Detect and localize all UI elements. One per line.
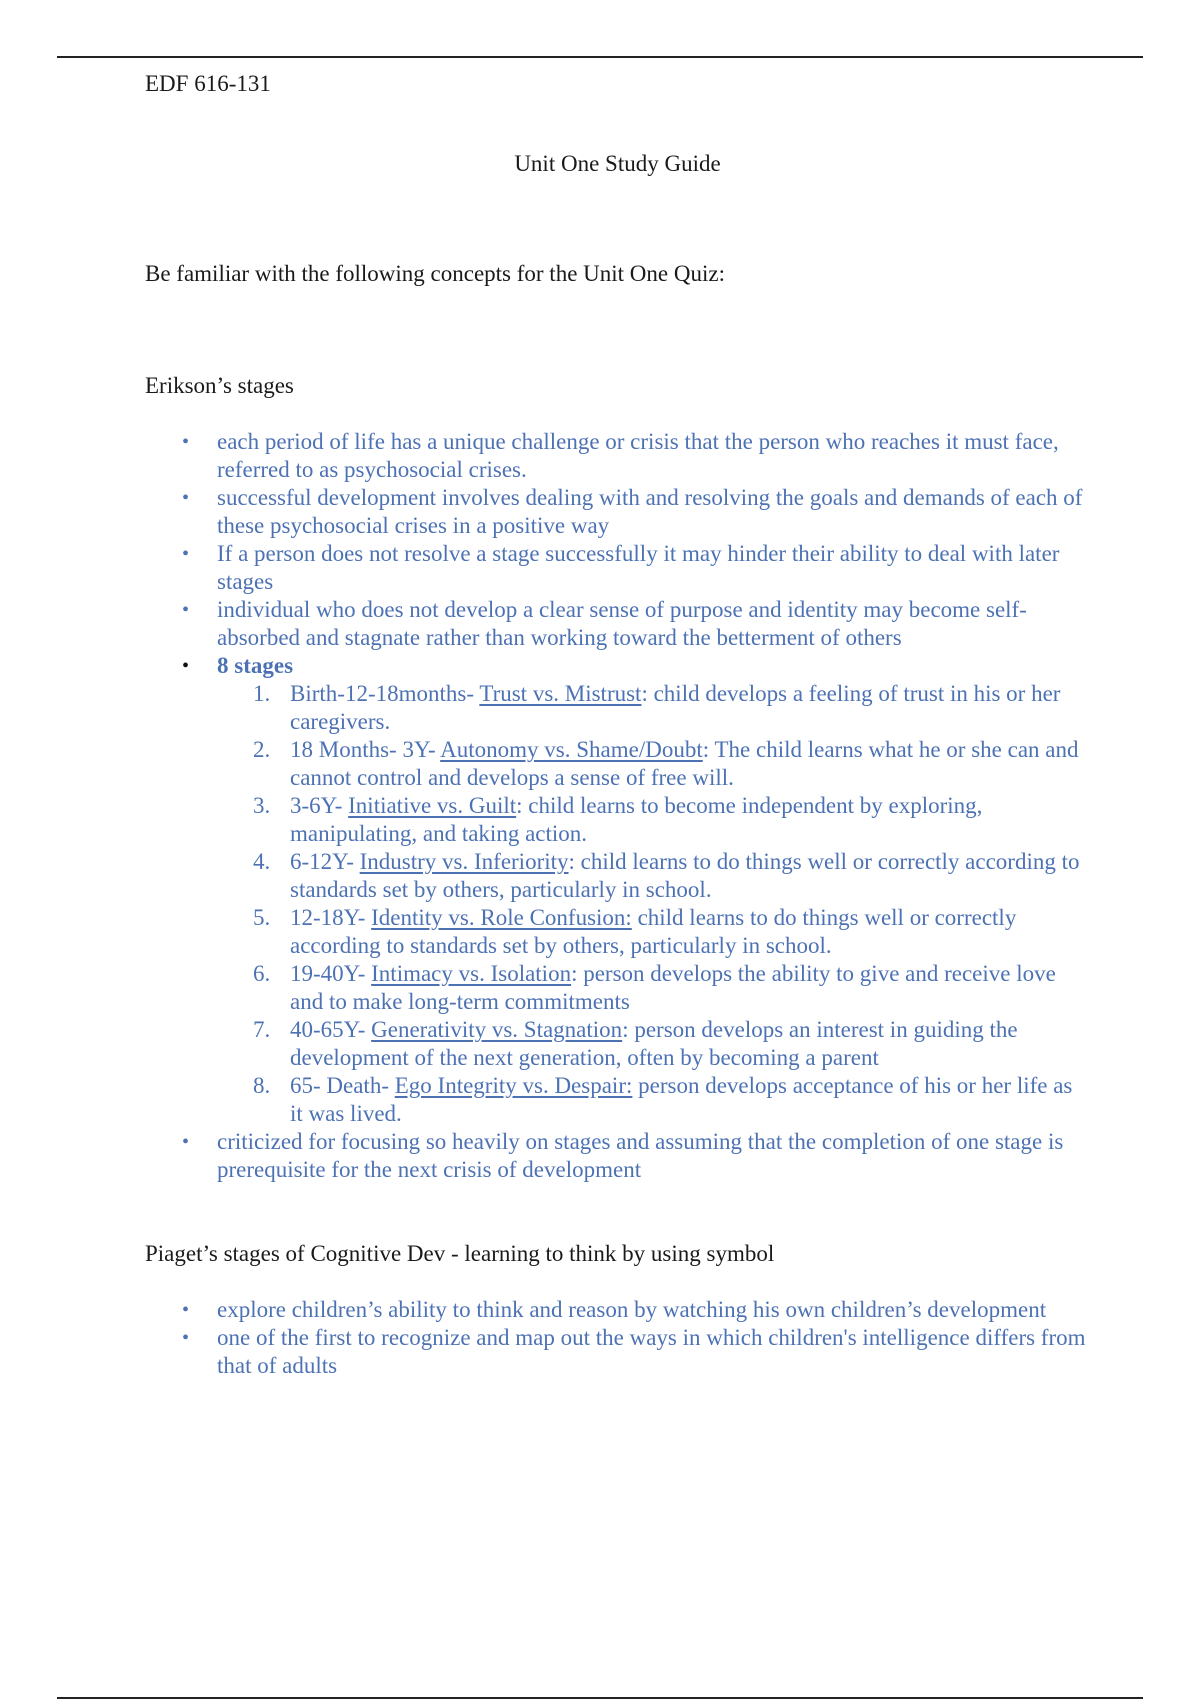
stage-number: 2. (253, 737, 271, 762)
stage-age: 6-12Y- (290, 849, 360, 874)
list-item (145, 1324, 1090, 1380)
stages-label: 8 stages (217, 653, 294, 678)
stage-desc: : person develops an interest in guiding the development of the next generation, often by becoming a parent (290, 1017, 1018, 1070)
document-page (145, 70, 1090, 1380)
stage-name: Generativity vs. Stagnation (371, 1017, 623, 1042)
piaget-heading: Piaget’s stages of Cognitive Dev - learning to think by using symbol (145, 1241, 775, 1266)
course-code: EDF 616-131 (145, 71, 271, 96)
bullet-icon: • (182, 1327, 190, 1349)
bullet-text: successful development involves dealing with and resolving the goals and demands of each of these psychosocial crises in a positive way (217, 485, 1083, 538)
bullet-icon: • (182, 543, 190, 565)
list-item-stages (145, 652, 1090, 1128)
stage-desc: : child develops a feeling of trust in his or her caregivers. (290, 681, 1061, 734)
stage-number: 8. (253, 1073, 271, 1098)
stage-desc: : child learns to become independent by exploring, manipulating, and taking action. (290, 793, 983, 846)
bullet-text: one of the first to recognize and map out the ways in which children's intelligence differs from that of adults (217, 1325, 1086, 1378)
stage-name: Trust vs. Mistrust (479, 681, 642, 706)
bullet-icon: • (182, 1131, 190, 1153)
stage-item (217, 680, 1090, 736)
stage-number: 5. (253, 905, 271, 930)
erikson-bullet-list (145, 428, 1090, 1184)
stage-desc: person develops acceptance of his or her life as it was lived. (290, 1073, 1073, 1126)
bullet-icon: • (182, 599, 190, 621)
stage-item (217, 792, 1090, 848)
stage-name: Initiative vs. Guilt (348, 793, 517, 818)
bullet-text: criticized for focusing so heavily on stages and assuming that the completion of one stage is prerequisite for the next crisis of development (217, 1129, 1064, 1182)
stage-item (217, 1016, 1090, 1072)
stage-item (217, 1072, 1090, 1128)
bullet-icon: • (182, 655, 190, 677)
stage-item (217, 904, 1090, 960)
stage-number: 7. (253, 1017, 271, 1042)
piaget-bullet-list (145, 1296, 1090, 1380)
intro-text: Be familiar with the following concepts for the Unit One Quiz: (145, 261, 725, 286)
stage-number: 4. (253, 849, 271, 874)
header-rule (57, 56, 1143, 58)
list-item (145, 484, 1090, 540)
stage-desc: child learns to do things well or correctly according to standards set by others, particularly in school. (290, 905, 1017, 958)
bullet-text: If a person does not resolve a stage successfully it may hinder their ability to deal with later stages (217, 541, 1060, 594)
stage-name: Intimacy vs. Isolation (371, 961, 572, 986)
stage-desc: : The child learns what he or she can and cannot control and develops a sense of free will. (290, 737, 1079, 790)
page-title: Unit One Study Guide (514, 151, 721, 176)
stage-item (217, 848, 1090, 904)
stage-age: 40-65Y- (290, 1017, 372, 1042)
list-item (145, 1128, 1090, 1184)
stage-name: Ego Integrity vs. Despair: (394, 1073, 633, 1098)
stage-age: 3-6Y- (290, 793, 349, 818)
stage-name: Identity vs. Role Confusion: (371, 905, 632, 930)
stage-item (217, 960, 1090, 1016)
bullet-icon: • (182, 1299, 190, 1321)
bullet-text: individual who does not develop a clear sense of purpose and identity may become self-absorbed and stagnate rather than working toward the betterment of others (217, 597, 1027, 650)
bullet-text: explore children’s ability to think and reason by watching his own children’s development (217, 1297, 1047, 1322)
stage-desc: : child learns to do things well or correctly according to standards set by others, particularly in school. (290, 849, 1080, 902)
bullet-text: each period of life has a unique challenge or crisis that the person who reaches it must face, referred to as psychosocial crises. (217, 429, 1059, 482)
stage-item (217, 736, 1090, 792)
list-item (145, 540, 1090, 596)
stages-list (217, 680, 1090, 1128)
list-item (145, 1296, 1090, 1324)
list-item (145, 596, 1090, 652)
stage-age: 18 Months- 3Y- (290, 737, 441, 762)
stage-name: Autonomy vs. Shame/Doubt (440, 737, 703, 762)
footer-rule (57, 1697, 1143, 1699)
bullet-icon: • (182, 431, 190, 453)
list-item (145, 428, 1090, 484)
erikson-heading: Erikson’s stages (145, 373, 294, 398)
stage-number: 1. (253, 681, 271, 706)
bullet-icon: • (182, 487, 190, 509)
stage-age: Birth-12-18months- (290, 681, 480, 706)
stage-number: 3. (253, 793, 271, 818)
stage-age: 65- Death- (290, 1073, 395, 1098)
stage-age: 19-40Y- (290, 961, 372, 986)
stage-number: 6. (253, 961, 271, 986)
stage-name: Industry vs. Inferiority (359, 849, 569, 874)
stage-desc: : person develops the ability to give and receive love and to make long-term commitments (290, 961, 1056, 1014)
stage-age: 12-18Y- (290, 905, 372, 930)
